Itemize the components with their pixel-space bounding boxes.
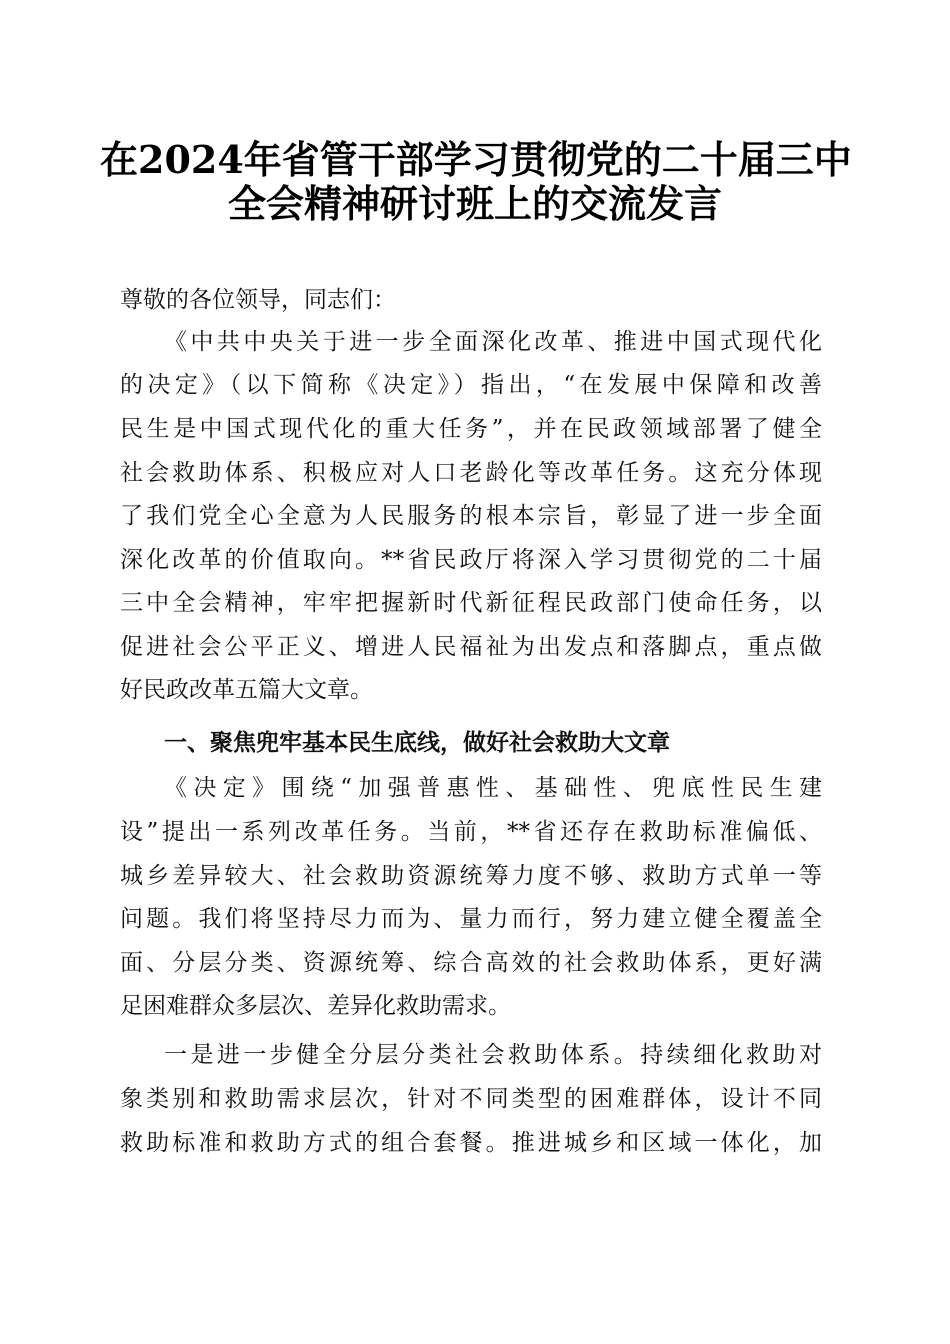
paragraph-2-line: 设”提出一系列改革任务。当前，**省还存在救助标准偏低、	[120, 819, 822, 845]
paragraph-1-line: 民生是中国式现代化的重大任务”，并在民政领域部署了健全	[120, 416, 822, 442]
document-title-line-2: 全会精神研讨班上的交流发言	[227, 181, 722, 226]
paragraph-3-line: 救助标准和救助方式的组合套餐。推进城乡和区域一体化，加	[120, 1130, 822, 1156]
paragraph-1-line: 了我们党全心全意为人民服务的根本宗旨，彰显了进一步全面	[120, 503, 822, 529]
greeting: 尊敬的各位领导，同志们：	[120, 287, 396, 313]
section-heading-1: 一、聚焦兜牢基本民生底线，做好社会救助大文章	[164, 730, 670, 756]
paragraph-1-line: 好民政改革五篇大文章。	[120, 677, 373, 703]
paragraph-2-line: 面、分层分类、资源统筹、综合高效的社会救助体系，更好满	[120, 950, 822, 976]
paragraph-2-line: 足困难群众多层次、差异化救助需求。	[120, 993, 511, 1019]
paragraph-1-line: 促进社会公平正义、增进人民福祉为出发点和落脚点，重点做	[120, 634, 822, 660]
paragraph-3-line: 一是进一步健全分层分类社会救助体系。持续细化救助对	[164, 1042, 822, 1068]
paragraph-1-line: 三中全会精神，牢牢把握新时代新征程民政部门使命任务，以	[120, 590, 822, 616]
paragraph-3-line: 象类别和救助需求层次，针对不同类型的困难群体，设计不同	[120, 1086, 822, 1112]
paragraph-2-line: 《决定》围绕“加强普惠性、基础性、兜底性民生建	[164, 775, 822, 801]
paragraph-2-line: 问题。我们将坚持尽力而为、量力而行，努力建立健全覆盖全	[120, 906, 822, 932]
paragraph-1-line: 《中共中央关于进一步全面深化改革、推进中国式现代化	[164, 329, 822, 355]
paragraph-1-line: 深化改革的价值取向。**省民政厅将深入学习贯彻党的二十届	[120, 547, 822, 573]
paragraph-1-line: 社会救助体系、积极应对人口老龄化等改革任务。这充分体现	[120, 460, 822, 486]
document-title-line-1: 在2024年省管干部学习贯彻党的二十届三中	[100, 137, 852, 182]
paragraph-1-line: 的决定》（以下简称《决定》）指出，“在发展中保障和改善	[120, 372, 822, 398]
paragraph-2-line: 城乡差异较大、社会救助资源统筹力度不够、救助方式单一等	[120, 863, 822, 889]
